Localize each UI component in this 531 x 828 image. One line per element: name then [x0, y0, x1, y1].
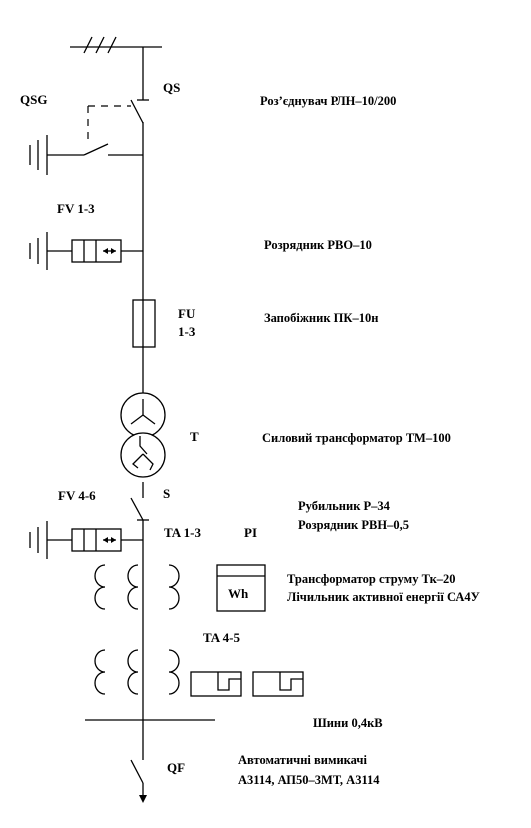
earthing-switch-qsg	[30, 106, 143, 175]
automatic-breaker-qf	[131, 760, 147, 803]
desc-current-transformer: Трансформатор струму Тк–20	[287, 572, 456, 586]
surge-arrester-fv1-3	[30, 232, 143, 270]
desc-disconnector: Роз’єднувач РЛН–10/200	[260, 94, 397, 108]
power-transformer-t	[121, 393, 165, 477]
disconnector-qs	[131, 100, 149, 123]
label-fu: FU	[178, 306, 196, 321]
desc-energy-meter: Лічильник активної енергії СА4У	[287, 590, 480, 604]
label-fu-range: 1-3	[178, 324, 196, 339]
breaker-switch-s	[131, 498, 149, 520]
label-fv4-6: FV 4-6	[58, 488, 96, 503]
label-qs: QS	[163, 80, 181, 95]
desc-breaker-switch: Рубильник Р–34	[298, 499, 390, 513]
label-qf: QF	[167, 760, 186, 775]
label-wh: Wh	[228, 586, 249, 601]
desc-arrester-hv: Розрядник РВО–10	[264, 238, 372, 252]
label-t: T	[190, 429, 199, 444]
current-transformer-ta1-3	[95, 565, 179, 609]
label-ta1-3: TA 1-3	[164, 525, 201, 540]
desc-fuse: Запобіжник ПК–10н	[264, 311, 379, 325]
desc-breakers-title: Автоматичні вимикачі	[238, 753, 367, 767]
label-ta4-5: TA 4-5	[203, 630, 240, 645]
desc-arrester-lv: Розрядник РВН–0,5	[298, 518, 409, 532]
fuse-fu	[133, 300, 155, 347]
incoming-bus	[70, 37, 162, 53]
current-transformer-ta4-5	[95, 650, 303, 696]
label-pi: PI	[244, 525, 257, 540]
surge-arrester-fv4-6	[30, 521, 143, 559]
desc-breakers-list: А3114, АП50–3МТ, А3114	[238, 773, 380, 787]
desc-transformer: Силовий трансформатор ТМ–100	[262, 431, 451, 445]
label-fv1-3: FV 1-3	[57, 201, 95, 216]
label-s: S	[163, 486, 171, 501]
desc-busbar: Шини 0,4кВ	[313, 716, 383, 730]
label-qsg: QSG	[20, 92, 48, 107]
